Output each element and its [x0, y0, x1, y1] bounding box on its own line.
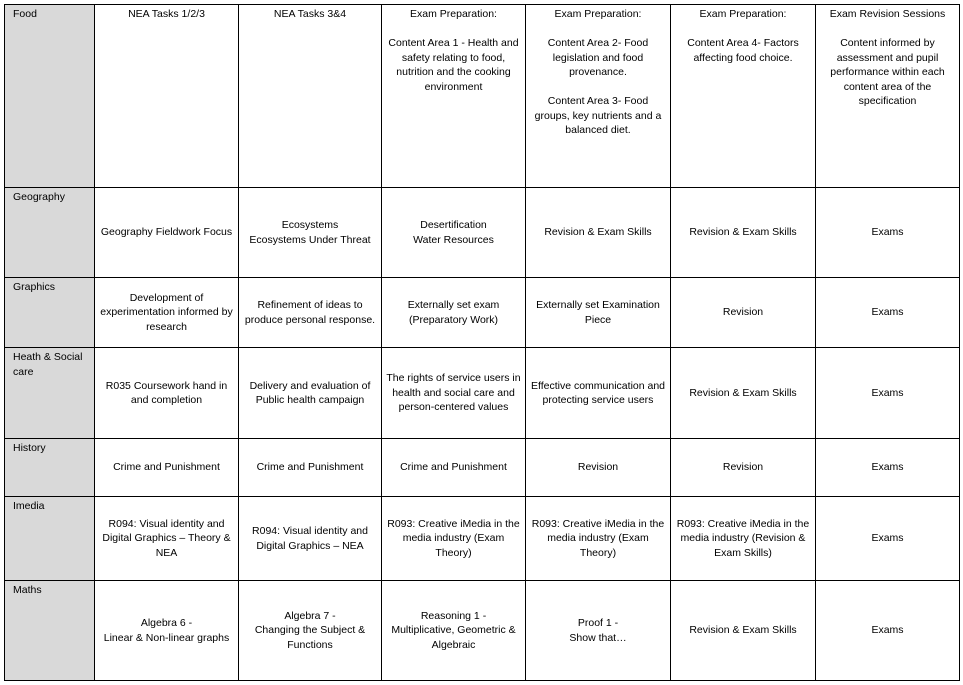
- table-cell: Exam Preparation: Content Area 4- Factors affecting food choice.: [671, 5, 816, 188]
- table-cell: Exam Preparation: Content Area 2- Food legislation and food provenance. Content Area 3- Food groups, key nutrients and a balanced diet.: [526, 5, 671, 188]
- subject-label: Imedia: [5, 497, 95, 581]
- table-row: [5, 439, 960, 497]
- table-cell: Crime and Punishment: [95, 439, 239, 497]
- table-cell: Revision & Exam Skills: [671, 348, 816, 439]
- table-cell: Revision & Exam Skills: [671, 188, 816, 278]
- table-cell: Proof 1 - Show that…: [526, 581, 671, 681]
- curriculum-table: [4, 4, 960, 681]
- table-row: [5, 581, 960, 681]
- table-cell: R093: Creative iMedia in the media industry (Revision & Exam Skills): [671, 497, 816, 581]
- table-cell: NEA Tasks 3&4: [239, 5, 382, 188]
- table-cell: Exam Preparation: Content Area 1 - Health and safety relating to food, nutrition and the cooking environment: [382, 5, 526, 188]
- subject-label: Maths: [5, 581, 95, 681]
- subject-label: Geography: [5, 188, 95, 278]
- table-cell: Revision & Exam Skills: [526, 188, 671, 278]
- table-cell: Externally set Examination Piece: [526, 278, 671, 348]
- table-cell: Revision: [671, 278, 816, 348]
- subject-label: Graphics: [5, 278, 95, 348]
- table-cell: Exams: [816, 439, 960, 497]
- table-row: [5, 188, 960, 278]
- table-cell: Geography Fieldwork Focus: [95, 188, 239, 278]
- table-body: [5, 5, 960, 681]
- table-cell: Refinement of ideas to produce personal response.: [239, 278, 382, 348]
- table-cell: Crime and Punishment: [382, 439, 526, 497]
- table-row: [5, 348, 960, 439]
- table-cell: R094: Visual identity and Digital Graphics – Theory & NEA: [95, 497, 239, 581]
- table-cell: Exams: [816, 497, 960, 581]
- table-row: [5, 497, 960, 581]
- table-cell: Revision & Exam Skills: [671, 581, 816, 681]
- table-cell: Effective communication and protecting service users: [526, 348, 671, 439]
- table-cell: R093: Creative iMedia in the media industry (Exam Theory): [382, 497, 526, 581]
- table-cell: Ecosystems Ecosystems Under Threat: [239, 188, 382, 278]
- table-cell: Exam Revision Sessions Content informed by assessment and pupil performance within each content area of the specification: [816, 5, 960, 188]
- table-cell: Crime and Punishment: [239, 439, 382, 497]
- table-cell: NEA Tasks 1/2/3: [95, 5, 239, 188]
- table-cell: Desertification Water Resources: [382, 188, 526, 278]
- table-cell: The rights of service users in health and social care and person-centered values: [382, 348, 526, 439]
- subject-label: Food: [5, 5, 95, 188]
- subject-label: History: [5, 439, 95, 497]
- table-cell: Delivery and evaluation of Public health campaign: [239, 348, 382, 439]
- table-cell: R094: Visual identity and Digital Graphics – NEA: [239, 497, 382, 581]
- table-cell: R035 Coursework hand in and completion: [95, 348, 239, 439]
- table-cell: Algebra 7 - Changing the Subject & Functions: [239, 581, 382, 681]
- table-cell: Algebra 6 - Linear & Non-linear graphs: [95, 581, 239, 681]
- table-row: [5, 5, 960, 188]
- subject-label: Heath & Social care: [5, 348, 95, 439]
- table-cell: Reasoning 1 - Multiplicative, Geometric & Algebraic: [382, 581, 526, 681]
- table-cell: Revision: [671, 439, 816, 497]
- table-cell: Development of experimentation informed by research: [95, 278, 239, 348]
- table-cell: Exams: [816, 278, 960, 348]
- table-row: [5, 278, 960, 348]
- table-cell: Exams: [816, 348, 960, 439]
- table-cell: Exams: [816, 581, 960, 681]
- table-cell: Externally set exam (Preparatory Work): [382, 278, 526, 348]
- table-cell: Revision: [526, 439, 671, 497]
- table-cell: Exams: [816, 188, 960, 278]
- table-cell: R093: Creative iMedia in the media industry (Exam Theory): [526, 497, 671, 581]
